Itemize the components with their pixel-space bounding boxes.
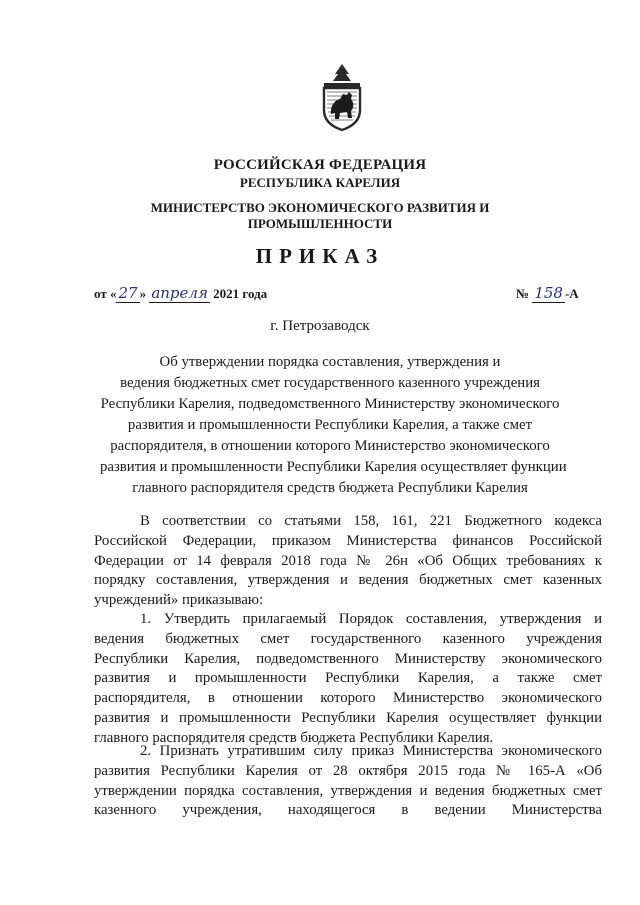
- body-line: Федерации от 14 февраля 2018 года № 26н «Об Общих требованиях к: [94, 552, 602, 569]
- body-line: главного распорядителя средств бюджета Республики Карелия.: [94, 729, 494, 746]
- body-line: развития и промышленности Республики Карелия, а также смет: [94, 670, 602, 687]
- subject-line: распорядителя, в отношении которого Министерство экономического: [110, 438, 550, 454]
- date-mid: »: [139, 286, 147, 301]
- item-1-paragraph: [94, 610, 602, 749]
- republic-heading: РЕСПУБЛИКА КАРЕЛИЯ: [239, 175, 401, 190]
- order-date: [94, 284, 267, 302]
- order-subject: [100, 352, 567, 499]
- date-day-handwritten: 27: [118, 284, 138, 302]
- subject-line: развития и промышленности Республики Карелия, а также смет: [127, 417, 533, 433]
- body-line: распорядителя, в отношении которого Министерство экономического: [94, 690, 602, 707]
- ministry-heading-line2: ПРОМЫШЛЕННОСТИ: [247, 216, 393, 231]
- body-line: развития и промышленности Республики Карелия осуществляет функции: [94, 709, 602, 726]
- date-year: 2021 года: [213, 286, 268, 301]
- document-type-title: ПРИКАЗ: [255, 244, 385, 268]
- order-number: [516, 284, 579, 302]
- subject-line: Об утверждении порядка составления, утверждения и: [159, 354, 501, 370]
- body-line: 2. Признать утратившим силу приказ Министерства экономического: [140, 743, 602, 759]
- number-handwritten: 158: [534, 284, 563, 302]
- number-prefix: №: [516, 286, 530, 301]
- ministry-heading-line1: МИНИСТЕРСТВО ЭКОНОМИЧЕСКОГО РАЗВИТИЯ И: [150, 200, 490, 215]
- body-line: развития Республики Карелия от 28 октября 2015 года № 165-А «Об: [94, 762, 602, 779]
- body-line: казенного учреждения, находящегося в ведении Министерства: [94, 802, 602, 819]
- country-heading: РОССИЙСКАЯ ФЕДЕРАЦИЯ: [213, 157, 427, 173]
- body-line: ведения бюджетных смет государственного казенного учреждения: [94, 630, 602, 647]
- item-2-paragraph: [94, 742, 602, 821]
- body-line: В соответствии со статьями 158, 161, 221 Бюджетного кодекса: [140, 513, 602, 529]
- date-prefix: от «: [94, 286, 117, 301]
- preamble-paragraph: [94, 512, 602, 611]
- subject-line: главного распорядителя средств бюджета Республики Карелия: [132, 480, 528, 496]
- body-line: Российской Федерации, приказом Министерства финансов Российской: [94, 532, 602, 549]
- number-suffix: -А: [564, 286, 579, 301]
- body-line: учреждений» приказываю:: [94, 592, 264, 609]
- body-line: утверждении порядка составления, утверждения и ведения бюджетных смет: [94, 782, 602, 799]
- body-line: порядку составления, утверждения и ведения бюджетных смет казенных: [94, 572, 602, 589]
- karelia-coat-of-arms-icon: [318, 62, 366, 132]
- subject-line: развития и промышленности Республики Карелия осуществляет функции: [100, 459, 567, 475]
- subject-line: Республики Карелия, подведомственного Министерству экономического: [100, 396, 560, 412]
- city-line: г. Петрозаводск: [270, 318, 370, 334]
- body-line: 1. Утвердить прилагаемый Порядок составления, утверждения и: [140, 611, 602, 627]
- date-month-handwritten: апреля: [151, 284, 208, 302]
- subject-line: ведения бюджетных смет государственного казенного учреждения: [120, 375, 540, 391]
- body-line: Республики Карелия, подведомственного Министерству экономического: [94, 650, 602, 667]
